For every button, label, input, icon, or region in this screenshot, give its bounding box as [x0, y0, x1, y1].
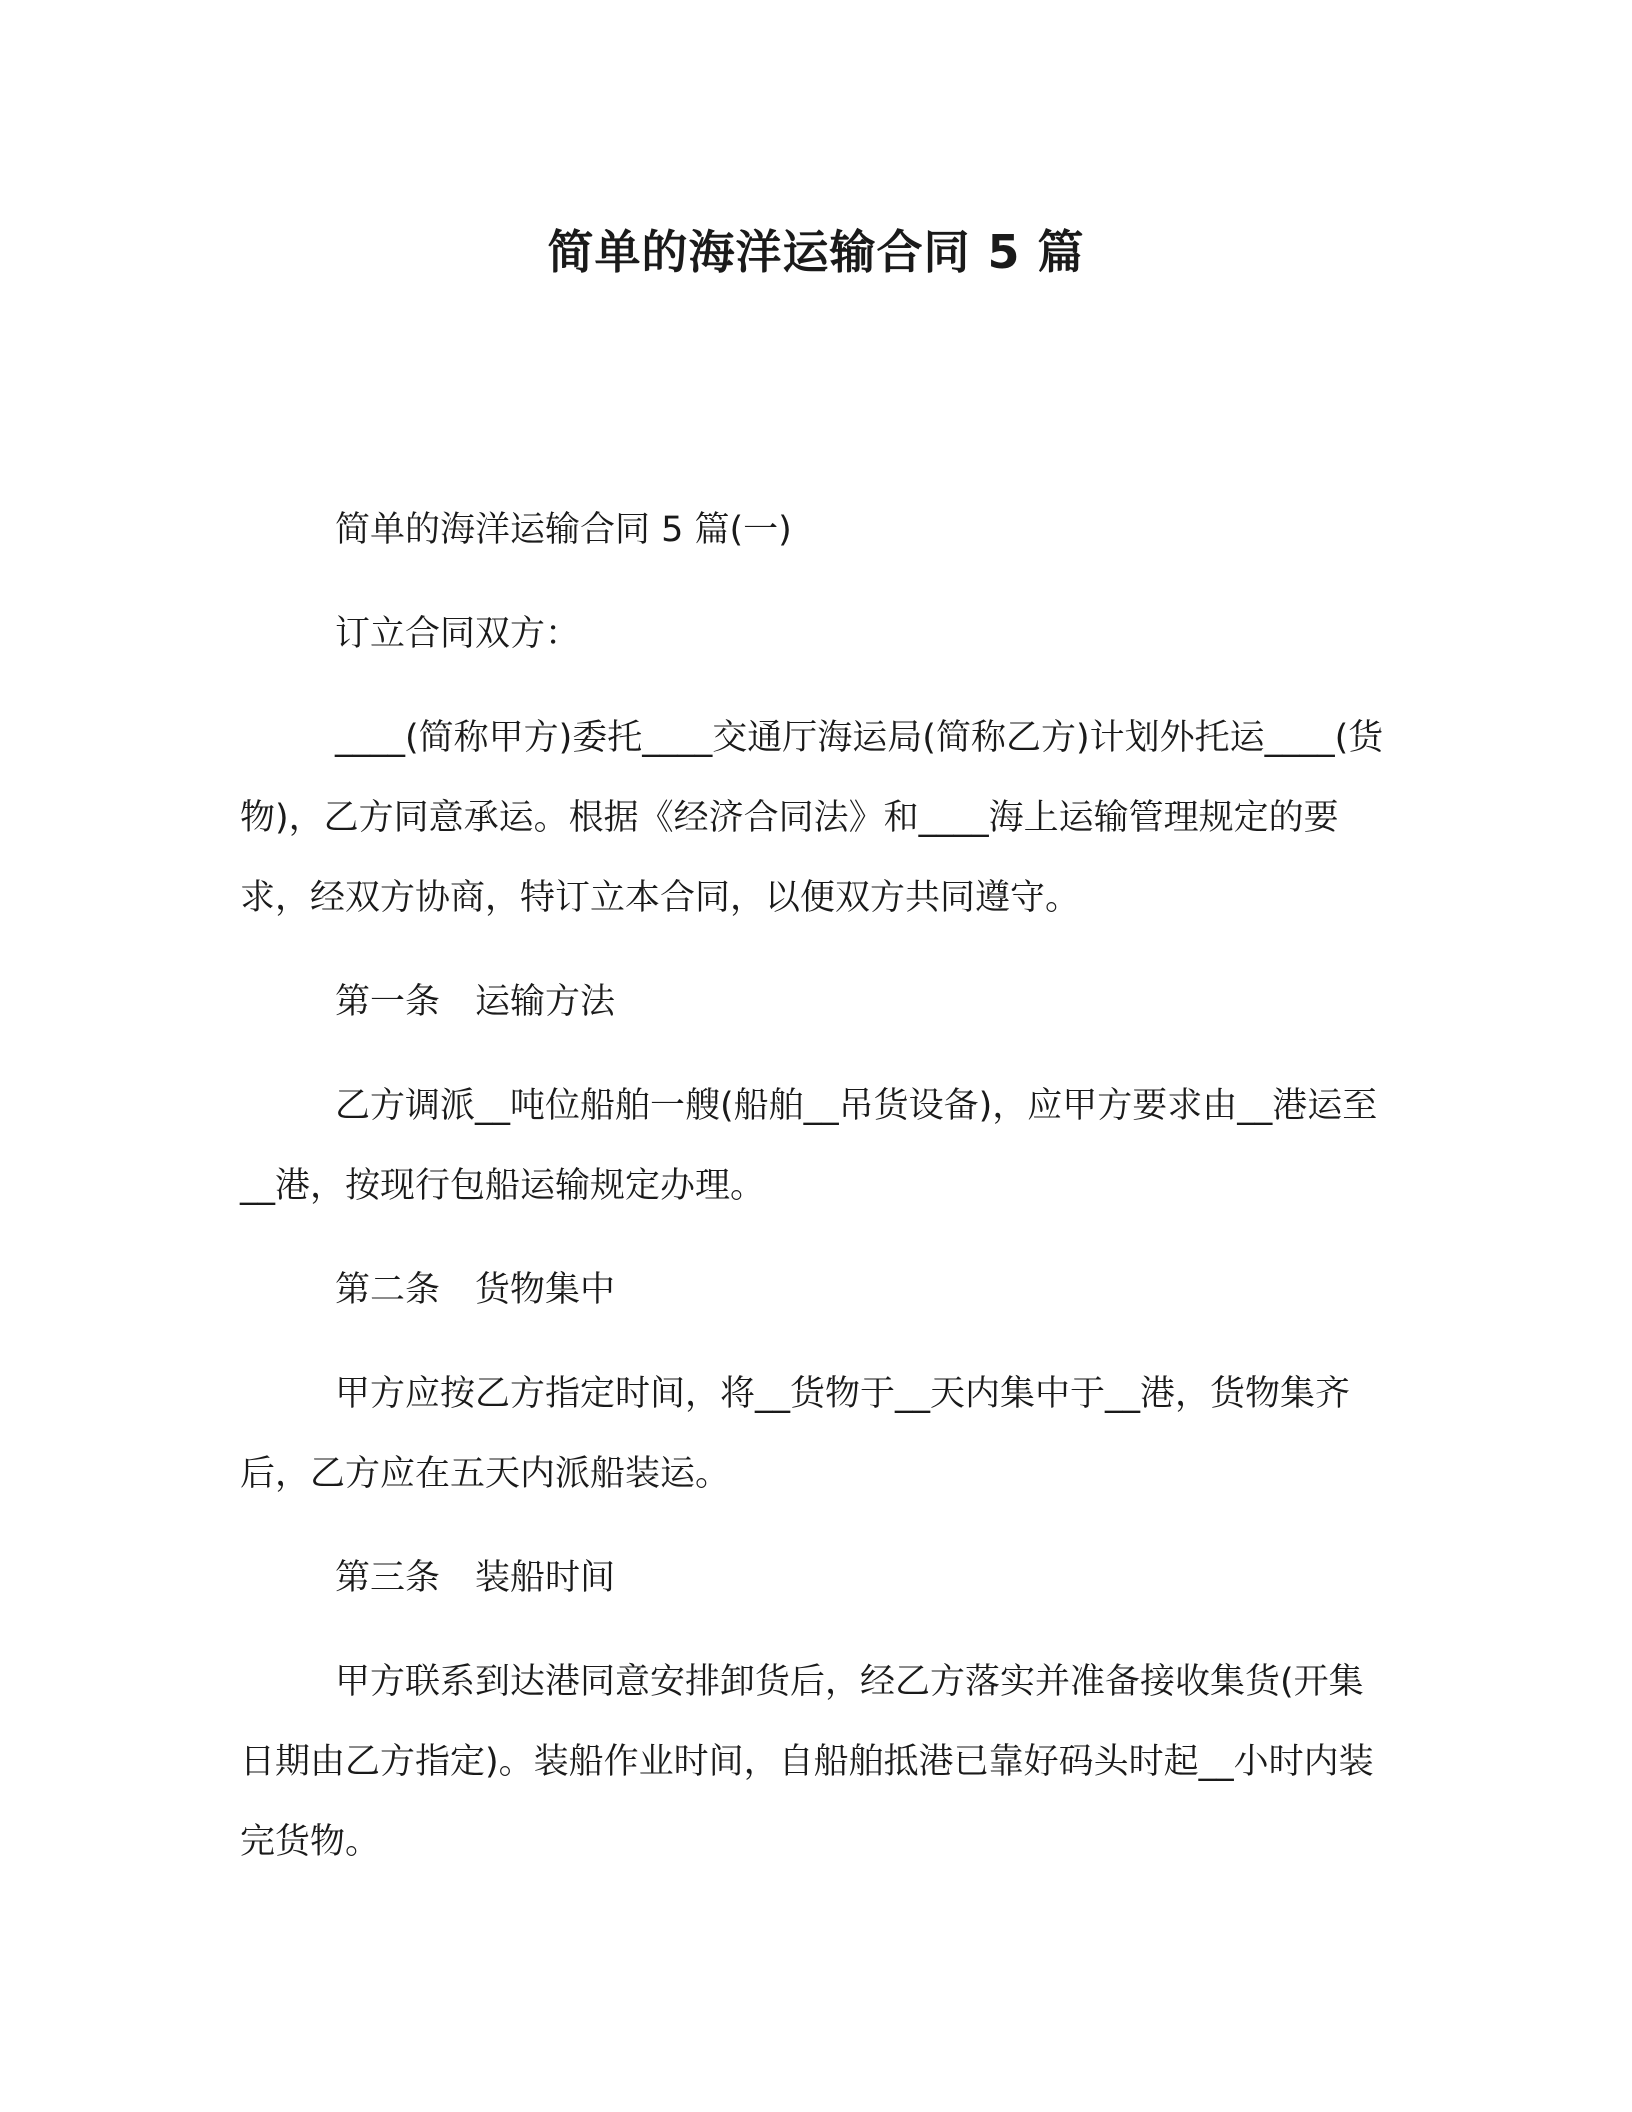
article-2-body: 甲方应按乙方指定时间，将__货物于__天内集中于__港，货物集齐后，乙方应在五天内派船装运。 — [240, 1374, 1351, 1494]
intro-paragraph: ____(简称甲方)委托____交通厅海运局(简称乙方)计划外托运____(货物)，乙方同意承运。根据《经济合同法》和____海上运输管理规定的要求，经双方协商，特订立本合同，以便双方共同遵守。 — [240, 718, 1384, 918]
document-body — [240, 490, 1390, 1882]
document-title: 简单的海洋运输合同 5 篇 — [547, 225, 1085, 279]
section-heading: 简单的海洋运输合同 5 篇(一) — [335, 510, 792, 550]
article-1-heading: 第一条 运输方法 — [335, 982, 616, 1022]
article-3-heading: 第三条 装船时间 — [335, 1558, 616, 1598]
article-2-heading: 第二条 货物集中 — [335, 1270, 616, 1310]
article-3-body: 甲方联系到达港同意安排卸货后，经乙方落实并准备接收集货(开集日期由乙方指定)。装船作业时间，自船舶抵港已靠好码头时起__小时内装完货物。 — [240, 1662, 1374, 1862]
parties-label: 订立合同双方： — [335, 614, 581, 654]
article-1-body: 乙方调派__吨位船舶一艘(船舶__吊货设备)，应甲方要求由__港运至__港，按现行包船运输规定办理。 — [240, 1086, 1378, 1206]
